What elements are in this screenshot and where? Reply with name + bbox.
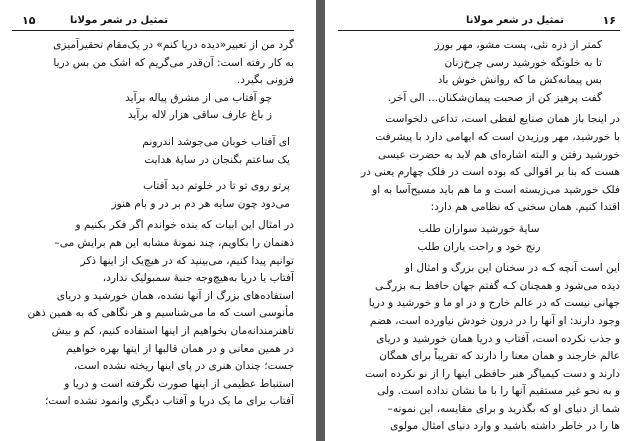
text-line: اقتدا کنیم. همان سخنی که نظامی هم دارد:: [430, 201, 620, 214]
text-line: ذهنمان را بکاویم، چند نمونهٔ مشابه این هم برایش می‌–: [54, 236, 294, 249]
text-line: آفتاب برای ما یک دریا و آفتاب دیگری وانمود نشده است؛: [44, 395, 294, 408]
verse-line: اى آفتاب خوبان می‌جوشد اندرونم: [142, 135, 290, 148]
running-title: تمثیل در شعر مولانا: [466, 15, 564, 26]
text-line: شما از دنیای او که بگذرید و برای مقایسه، این نمونه–: [387, 402, 620, 415]
verse-line: تا به خلوتگه خورشید رسی چرخ‌زنان: [444, 56, 602, 69]
text-line: عالم خارجند و همان معنا را دارند که تقریباً برای همگان: [379, 350, 620, 363]
text-line: وجود دارند: او آنها را در درون خودش نیاورده است، هضم: [369, 314, 620, 327]
text-line: در اینجا باز همان صنایع لفظی است، تداعی دلخواست: [385, 113, 620, 126]
text-line: جهانی نیست که در عالم خارج و در او ما و خورشید و دریا: [368, 297, 620, 310]
page-number: ۱۶: [602, 14, 616, 27]
text-line: هست که بنا بر اقوالی که بوده است در فلک چهارم یعنی در: [361, 166, 620, 179]
text-line: استفاده‌های بزرگ از آنها نشده، همان خورشید و دریای: [56, 289, 294, 302]
text-line: آفتاب یا دریا به‌هیچ‌وجه جنبهٔ سمبولیک ندارد،: [102, 272, 294, 285]
text-line: گرد من از تعبیر«دیده دریا کنم» در یک‌مقام تحقیرآمیزی: [53, 39, 294, 51]
verse-line: چو آفتاب می از مشرق پیاله برآید: [125, 91, 272, 104]
text-line: جست؛ چندان هنری در پای اینها ریخته نشده است،: [73, 360, 294, 373]
text-line: خورشید رفتن و البته اشاره‌ای هم لابد به حضرت عیسی: [378, 148, 620, 161]
text-line: در امثال این ابیات که بنده خواندم اگر فکر بکنیم و: [75, 219, 294, 232]
book-gutter: [316, 0, 325, 441]
text-line: دارند و دست کیمیاگر هنر حافظی اینها را از نو نکرده است: [365, 367, 620, 380]
verse-line: گفت پرهیز کن از صحبت پیمان‌شکنان... الی آخر.: [387, 91, 602, 104]
text-line: تاهنرمندانه‌مان بخواهیم از اینها استفاده کنیم، کم و بیش: [51, 324, 294, 337]
text-line: و جذب نکرده است، آفتاب و دریا همان خورشید و دریای: [376, 332, 620, 345]
text-line: این است آنچه کـه در سخنان این بزرگ و امثال او: [404, 262, 620, 275]
verse-line: بس پیمانه‌کش ما که روانش خوش باد: [437, 74, 602, 87]
text-line: فزونی بگیرد.: [236, 74, 294, 87]
verse-line: رنج خود و راحت یاران طلب: [417, 240, 541, 253]
text-line: با خورشید، مهر ورزیدن است که ایهامی دارد با پیشرفت: [375, 130, 620, 143]
text-line: و به نحو غیر مستقیم آنها را با ما نشان نداده است. ولی: [377, 385, 620, 398]
page-header: [12, 14, 294, 31]
page-body: [338, 37, 620, 436]
running-title: تمثیل در شعر مولانا: [70, 15, 168, 26]
page-header: [338, 14, 620, 31]
left-book-page: [12, 14, 294, 441]
text-line: در همین معانی و در همان قالبها از اینها بهره خواهیم: [65, 342, 294, 355]
verse-line: یک ساعتم بگنجان در سایهٔ هدایت: [144, 153, 290, 166]
text-line: توانیم پیدا کنیم، می‌بینید که در هیچ‌یک از اینها ذکر: [80, 254, 294, 267]
text-line: ها را در خاطر داشته باشید و وارد دنیای امثال مولوی: [390, 420, 620, 433]
page-number: ۱۵: [22, 14, 36, 27]
right-book-page: [338, 14, 620, 441]
verse-line: ز باغ عارف ساقی هزار لاله برآید: [127, 109, 272, 122]
verse-line: سایهٔ خورشید سواران طلب: [418, 222, 540, 235]
text-line: مأنوسی است که ما می‌شناسیم و هر نگاهی که به همین ذهن: [27, 307, 294, 320]
text-line: به کار رفته است: آن‌قدر می‌گریم که اشک من بس دریا: [53, 56, 294, 69]
page-body: [12, 37, 294, 411]
verse-line: می‌دود چون سایه هر دم بر در و بام هنوز: [111, 197, 290, 210]
verse-line: پرتو روی تو تا در خلوتم دید آفتاب: [143, 180, 290, 193]
verse-line: کمتر از ذره نئی، پست مشو، مهر بورز: [434, 39, 602, 51]
text-line: استنباط عظیمی از اینها صورت نگرفته است و دریا و: [64, 377, 294, 390]
text-line: فلک خورشید می‌زیسته است و ما هم باید مسیح‌آسا به او: [372, 183, 620, 196]
text-line: دیده می‌شود و همچنان کـه گفتم جهان حافظ بـه بزرگـی: [375, 279, 620, 292]
